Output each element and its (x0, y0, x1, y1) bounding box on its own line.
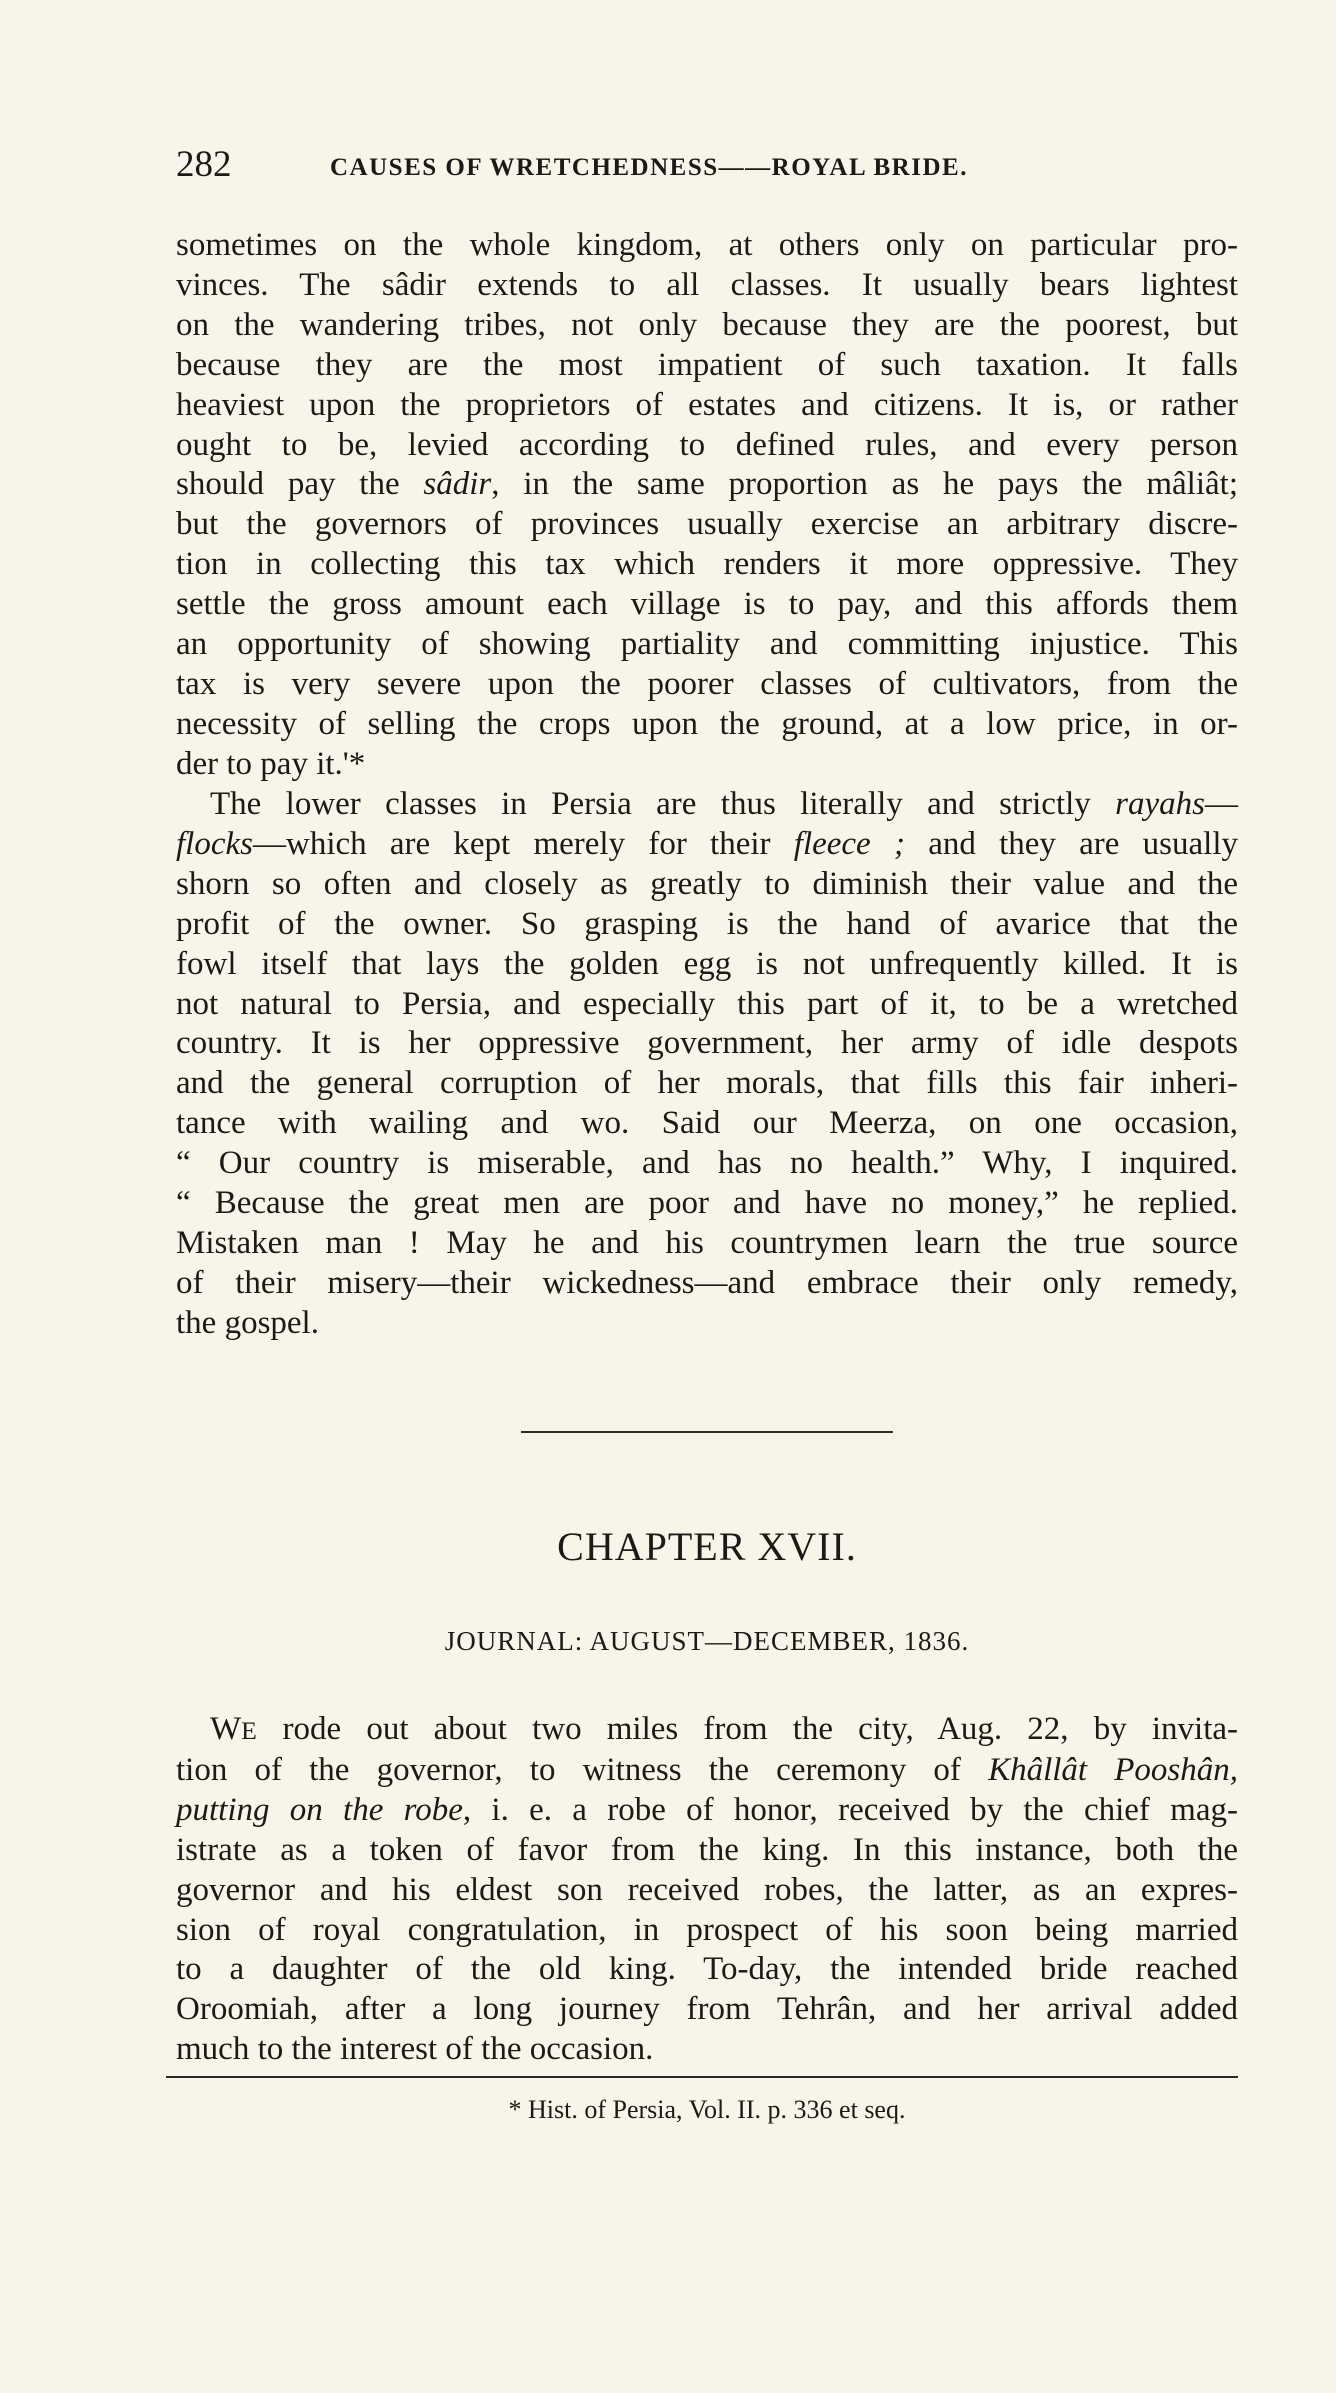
italic-term: rayahs (1115, 786, 1205, 822)
italic-term: fleece ; (793, 825, 905, 862)
text-line: tance with wailing and wo. Said our Meerza, on one occasion, (176, 1105, 1238, 1142)
text-line: of their misery—their wickedness—and embrace their only remedy, (176, 1264, 1238, 1301)
footnote: * Hist. of Persia, Vol. II. p. 336 et seq. (508, 2095, 906, 2124)
italic-term: flocks (176, 825, 253, 862)
text-line (176, 1791, 1238, 1831)
text-line: sometimes on the whole kingdom, at others only on particular pro- (176, 227, 1238, 263)
text-line: tax is very severe upon the poorer classes of cultivators, from the (176, 665, 1238, 702)
text-line (176, 1751, 1238, 1791)
italic-term: Khâllât Pooshân, (988, 1751, 1238, 1788)
text-run: should pay the (176, 466, 424, 503)
text-line: “ Our country is miserable, and has no health.” Why, I inquired. (176, 1145, 1238, 1182)
text-line (176, 1710, 1238, 1751)
text-run: — (1205, 786, 1238, 822)
paragraph-rayahs (176, 785, 1238, 1344)
text-line: vinces. The sâdir extends to all classes. It usually bears lightest (176, 266, 1238, 303)
text-line: istrate as a token of favor from the king. In this instance, both the (176, 1831, 1238, 1868)
text-line: because they are the most impatient of such taxation. It falls (176, 346, 1238, 383)
italic-term: putting on the robe (176, 1791, 463, 1828)
text-run: , in the same proportion as he pays the mâliât; (491, 466, 1238, 503)
text-line: the gospel. (176, 1304, 319, 1341)
text-line: not natural to Persia, and especially this part of it, to be a wretched (176, 985, 1238, 1022)
text-line: “ Because the great men are poor and have no money,” he replied. (176, 1185, 1238, 1222)
text-run: tion of the governor, to witness the ceremony of (176, 1751, 989, 1788)
text-line: settle the gross amount each village is to pay, and this affords them (176, 586, 1238, 623)
drop-letter: W (210, 1711, 242, 1747)
chapter-title: CHAPTER XVII. (557, 1524, 857, 1569)
text-run: , i. e. a robe of honor, received by the chief mag- (462, 1791, 1238, 1828)
section-divider (521, 1431, 893, 1433)
text-line: necessity of selling the crops upon the ground, at a low price, in or- (176, 705, 1238, 742)
text-run: rode out about two miles from the city, Aug. 22, by invita- (257, 1711, 1238, 1747)
text-line: but the governors of provinces usually exercise an arbitrary discre- (176, 506, 1238, 543)
text-run: —which are kept merely for their (252, 825, 794, 862)
text-line (176, 785, 1238, 825)
text-line: on the wandering tribes, not only because they are the poorest, but (176, 306, 1238, 343)
text-line: tion in collecting this tax which renders it more oppressive. They (176, 546, 1238, 583)
text-line: shorn so often and closely as greatly to diminish their value and the (176, 865, 1238, 902)
running-head (176, 143, 1236, 191)
text-line: fowl itself that lays the golden egg is not unfrequently killed. It is (176, 945, 1238, 982)
text-line: Oroomiah, after a long journey from Tehrân, and her arrival added (176, 1991, 1238, 2028)
text-line: Mistaken man ! May he and his countrymen learn the true source (176, 1224, 1238, 1261)
text-line (176, 465, 1238, 505)
text-run: and they are usually (904, 825, 1239, 862)
text-line: der to pay it.'* (176, 745, 366, 782)
text-line: ought to be, levied according to defined rules, and every person (176, 426, 1238, 463)
text-line: heaviest upon the proprietors of estates and citizens. It is, or rather (176, 386, 1238, 423)
text-line: profit of the owner. So grasping is the hand of avarice that the (176, 905, 1238, 942)
text-line: and the general corruption of her morals, that fills this fair inheri- (176, 1065, 1238, 1102)
footnote-rule (166, 2076, 1238, 2078)
text-line: much to the interest of the occasion. (176, 2031, 654, 2068)
text-line: to a daughter of the old king. To-day, the intended bride reached (176, 1951, 1238, 1988)
text-run: The lower classes in Persia are thus literally and strictly (210, 786, 1116, 822)
text-line: an opportunity of showing partiality and committing injustice. This (176, 626, 1238, 663)
italic-term: sâdir (423, 466, 492, 503)
paragraph-sadir-tax (176, 226, 1238, 785)
text-line: governor and his eldest son received robes, the latter, as an expres- (176, 1871, 1238, 1908)
page-number: 282 (176, 144, 232, 185)
chapter-subtitle: JOURNAL: AUGUST—DECEMBER, 1836. (444, 1626, 970, 1656)
paragraph-robe-ceremony (176, 1710, 1238, 2070)
running-head-title: CAUSES OF WRETCHEDNESS——ROYAL BRIDE. (330, 154, 968, 181)
text-line: sion of royal congratulation, in prospect of his soon being married (176, 1911, 1238, 1948)
small-caps: E (241, 1716, 258, 1745)
text-line: country. It is her oppressive government, her army of idle despots (176, 1025, 1238, 1062)
text-line (176, 825, 1238, 865)
